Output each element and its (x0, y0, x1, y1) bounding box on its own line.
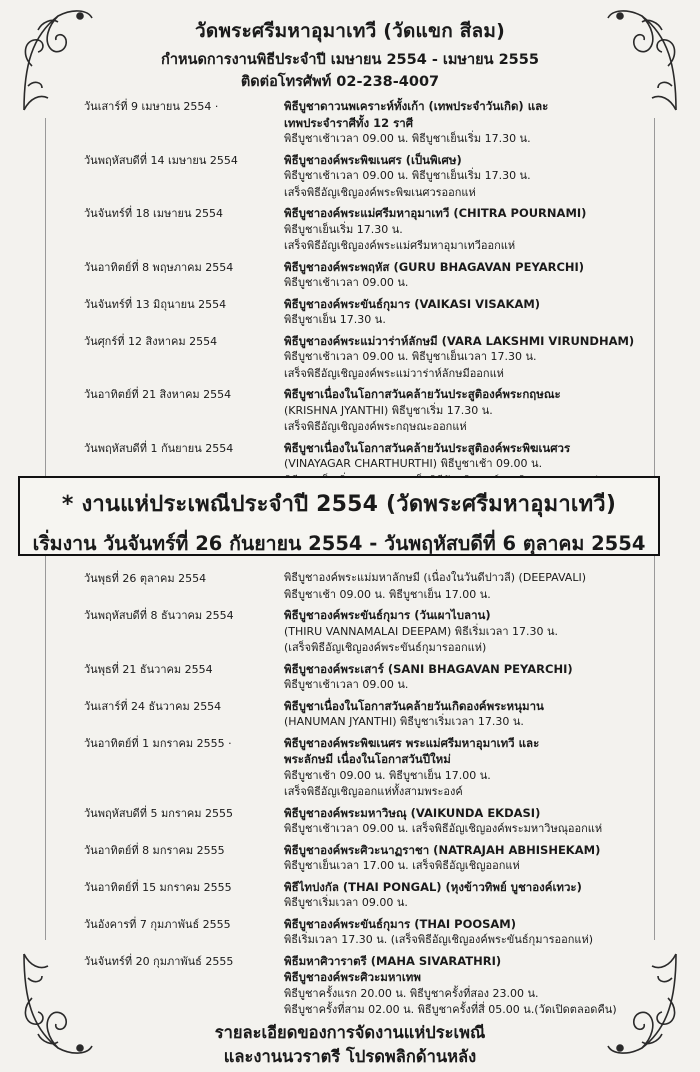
event-line: พิธีบูชาองค์พระขันธ์กุมาร (VAIKASI VISAKAM) (284, 296, 541, 311)
event-line: (VINAYAGAR CHARTHURTHI) พิธีบูชาเช้า 09.00 น. (284, 457, 543, 470)
event-line: พิธีมหาศิวาราตรี (MAHA SIVARATHRI) (284, 953, 502, 968)
event-line: พิธีบูชาองค์พระศิวะนาฏราชา (NATRAJAH ABHISHEKAM) (284, 842, 601, 857)
event-line: พิธีบูชาเนื่องในโอกาสวันคล้ายวันประสูติองค์พระพิฆเนศวร (284, 440, 571, 455)
event-row (84, 333, 644, 383)
event-line: พิธีบูชาองค์พระเสาร์ (SANI BHAGAVAN PEYARCHI) (284, 661, 573, 676)
event-row (84, 735, 644, 801)
event-row (84, 259, 644, 292)
schedule-subtitle: กำหนดการงานพิธีประจำปี เมษายน 2554 - เมษายน 2555 (161, 52, 539, 68)
event-row (84, 607, 644, 657)
event-row (84, 953, 644, 1019)
event-line: (KRISHNA JYANTHI) พิธีบูชาเริ่ม 17.30 น. (284, 403, 493, 417)
event-line: พิธีบูชาเช้าเวลา 09.00 น. (284, 276, 409, 289)
event-description (284, 386, 644, 436)
event-line: (เสร็จพิธีอัญเชิญองค์พระขันธ์กุมารออกแห่) (284, 641, 487, 654)
event-description (284, 570, 644, 603)
event-line: พิธีไทปงกัล (THAI PONGAL) (หุงข้าวทิพย์ บูชาองค์เทวะ) (284, 879, 582, 894)
event-line: พระลักษมี เนื่องในโอกาสวันปีใหม่ (284, 752, 451, 766)
event-row (84, 805, 644, 838)
event-line: พิธีบูชาเช้าเวลา 09.00 น. พิธีบูชาเย็นเริ่ม 17.30 น. (284, 169, 531, 182)
footer-note: และงานนวราตรี โปรดพลิกด้านหลัง (223, 1047, 477, 1066)
event-description (284, 842, 644, 875)
event-line: พิธีบูชาองค์พระมหาวิษณุ (VAIKUNDA EKDASI) (284, 805, 541, 820)
event-date: วันจันทร์ที่ 13 มิถุนายน 2554 (84, 297, 227, 311)
event-description (284, 98, 644, 148)
event-line: (THIRU VANNAMALAI DEEPAM) พิธีเริ่มเวลา 17.30 น. (284, 624, 559, 638)
event-row (84, 842, 644, 875)
event-date: วันอาทิตย์ที่ 21 สิงหาคม 2554 (84, 388, 232, 401)
event-line: เทพประจำราศีทั้ง 12 ราศี (284, 115, 414, 130)
event-date: วันอาทิตย์ที่ 15 มกราคม 2555 (84, 880, 232, 894)
event-line: พิธีบูชาองค์พระพฤหัส (GURU BHAGAVAN PEYARCHI) (284, 259, 585, 274)
event-date: วันพฤหัสบดีที่ 1 กันยายน 2554 (84, 441, 234, 455)
event-line: พิธีบูชาองค์พระพิฆเนศร พระแม่ศรีมหาอุมาเทวี และ (284, 735, 540, 750)
event-line: เสร็จพิธีอัญเชิญองค์พระแม่ศรีมหาอุมาเทวีออกแห่ (284, 239, 516, 252)
event-description (284, 879, 644, 912)
event-date: วันจันทร์ที่ 18 เมษายน 2554 (84, 207, 223, 220)
events-list-after (84, 570, 644, 1023)
event-line: เสร็จพิธีอัญเชิญองค์พระกฤษณะออกแห่ (284, 420, 467, 433)
event-line: พิธีบูชาองค์พระขันธ์กุมาร (วันเผาไบลาน) (284, 608, 491, 622)
event-description (284, 661, 644, 694)
event-description (284, 296, 644, 329)
event-line: พิธีบูชาเช้าเวลา 09.00 น. พิธีบูชาเย็นเวลา 17.30 น. (284, 350, 537, 363)
festival-banner (18, 476, 660, 556)
event-description (284, 205, 644, 255)
event-date: วันเสาร์ที่ 9 เมษายน 2554 · (84, 100, 219, 113)
event-description (284, 698, 644, 731)
event-row (84, 205, 644, 255)
event-line: พิธีบูชาเริ่มเวลา 09.00 น. (284, 896, 408, 909)
event-line: พิธีบูชาองค์พระแม่ศรีมหาอุมาเทวี (CHITRA POURNAMI) (284, 206, 587, 220)
event-line: พิธีบูชาองค์พระแม่วาร่าห์ลักษมี (VARA LAKSHMI VIRUNDHAM) (284, 333, 635, 348)
event-line: พิธีบูชาองค์พระแม่มหาลักษมี (เนื่องในวันดีปาวลี) (DEEPAVALI) (284, 571, 586, 584)
event-date: วันอังคารที่ 7 กุมภาพันธ์ 2555 (84, 917, 231, 931)
banner-title: * งานแห่ประเพณีประจำปี 2554 (วัดพระศรีมหาอุมาเทวี) (61, 492, 617, 517)
event-description (284, 259, 644, 292)
event-line: พิธีบูชาครั้งแรก 20.00 น. พิธีบูชาครั้งที่สอง 23.00 น. (284, 986, 539, 1000)
event-description (284, 735, 644, 801)
event-line: พิธีบูชาเย็นเริ่ม 17.30 น. (284, 222, 403, 236)
footer-note: รายละเอียดของการจัดงานแห่ประเพณี (214, 1023, 486, 1042)
event-row (84, 296, 644, 329)
event-line: เสร็จพิธีอัญเชิญองค์พระแม่วาร่าห์ลักษมีออกแห่ (284, 366, 504, 380)
event-line: (HANUMAN JYANTHI) พิธีบูชาเริ่มเวลา 17.30 น. (284, 715, 524, 728)
banner-dates: เริ่มงาน วันจันทร์ที่ 26 กันยายน 2554 - วันพฤหัสบดีที่ 6 ตุลาคม 2554 (32, 532, 646, 555)
event-line: พิธีบูชาองค์พระขันธ์กุมาร (THAI POOSAM) (284, 916, 517, 931)
event-date: วันอาทิตย์ที่ 8 พฤษภาคม 2554 (84, 260, 234, 274)
event-line: พิธีบูชาเนื่องในโอกาสวันคล้ายวันเกิดองค์พระหนุมาน (284, 698, 544, 713)
event-date: วันเสาร์ที่ 24 ธันวาคม 2554 (84, 699, 222, 713)
event-description (284, 916, 644, 949)
event-line: พิธีบูชาองค์พระพิฆเนศร (เป็นพิเศษ) (284, 152, 462, 167)
event-description (284, 805, 644, 838)
events-list-before (84, 98, 644, 493)
event-line: พิธีบูชาเนื่องในโอกาสวันคล้ายวันประสูติองค์พระกฤษณะ (284, 387, 561, 401)
event-date: วันอาทิตย์ที่ 1 มกราคม 2555 · (84, 736, 232, 750)
event-row (84, 98, 644, 148)
event-row (84, 698, 644, 731)
event-line: พิธีบูชาเย็นเวลา 17.00 น. เสร็จพิธีอัญเชิญออกแห่ (284, 859, 520, 872)
event-description (284, 152, 644, 202)
event-date: วันศุกร์ที่ 12 สิงหาคม 2554 (84, 334, 218, 348)
event-line: พิธีบูชาครั้งที่สาม 02.00 น. พิธีบูชาครั้งที่สี่ 05.00 น.(วัดเปิดตลอดคืน) (284, 1003, 617, 1016)
event-row (84, 386, 644, 436)
temple-title: วัดพระศรีมหาอุมาเทวี (วัดแขก สีลม) (195, 20, 505, 42)
event-description (284, 953, 644, 1019)
event-date: วันพฤหัสบดีที่ 5 มกราคม 2555 (84, 806, 234, 820)
event-row (84, 661, 644, 694)
event-date: วันพุธที่ 26 ตุลาคม 2554 (84, 572, 207, 585)
event-description (284, 333, 644, 383)
event-line: พิธีบูชาเช้าเวลา 09.00 น. พิธีบูชาเย็นเริ่ม 17.30 น. (284, 132, 531, 145)
event-description (284, 607, 644, 657)
contact-phone: ติดต่อโทรศัพท์ 02-238-4007 (240, 74, 440, 90)
event-date: วันพุธที่ 21 ธันวาคม 2554 (84, 662, 213, 676)
event-row (84, 570, 644, 603)
event-line: พิธีบูชาดาวนพเคราะห์ทั้งเก้า (เทพประจำวันเกิด) และ (284, 99, 549, 113)
event-line: เสร็จพิธีอัญเชิญออกแห่ทั้งสามพระองค์ (284, 785, 463, 798)
event-line: พิธีบูชาเช้า 09.00 น. พิธีบูชาเย็น 17.00 น. (284, 587, 491, 601)
event-date: วันจันทร์ที่ 20 กุมภาพันธ์ 2555 (84, 954, 234, 968)
event-date: วันอาทิตย์ที่ 8 มกราคม 2555 (84, 843, 225, 857)
event-row (84, 916, 644, 949)
event-line: พิธีบูชาเช้า 09.00 น. พิธีบูชาเย็น 17.00 น. (284, 768, 491, 782)
event-line: เสร็จพิธีอัญเชิญองค์พระพิฆเนศวรออกแห่ (284, 185, 476, 199)
event-row (84, 879, 644, 912)
event-date: วันพฤหัสบดีที่ 14 เมษายน 2554 (84, 153, 238, 167)
event-date: วันพฤหัสบดีที่ 8 ธันวาคม 2554 (84, 609, 234, 622)
event-line: พิธีบูชาเช้าเวลา 09.00 น. เสร็จพิธีอัญเชิญองค์พระมหาวิษณุออกแห่ (284, 822, 603, 835)
event-line: พิธีบูชาองค์พระศิวะมหาเทพ (284, 970, 421, 984)
event-row (84, 152, 644, 202)
event-line: พิธีบูชาเช้าเวลา 09.00 น. (284, 678, 409, 691)
event-line: พิธีบูชาเย็น 17.30 น. (284, 313, 386, 326)
event-line: พิธีเริ่มเวลา 17.30 น. (เสร็จพิธีอัญเชิญองค์พระขันธ์กุมารออกแห่) (284, 933, 594, 946)
